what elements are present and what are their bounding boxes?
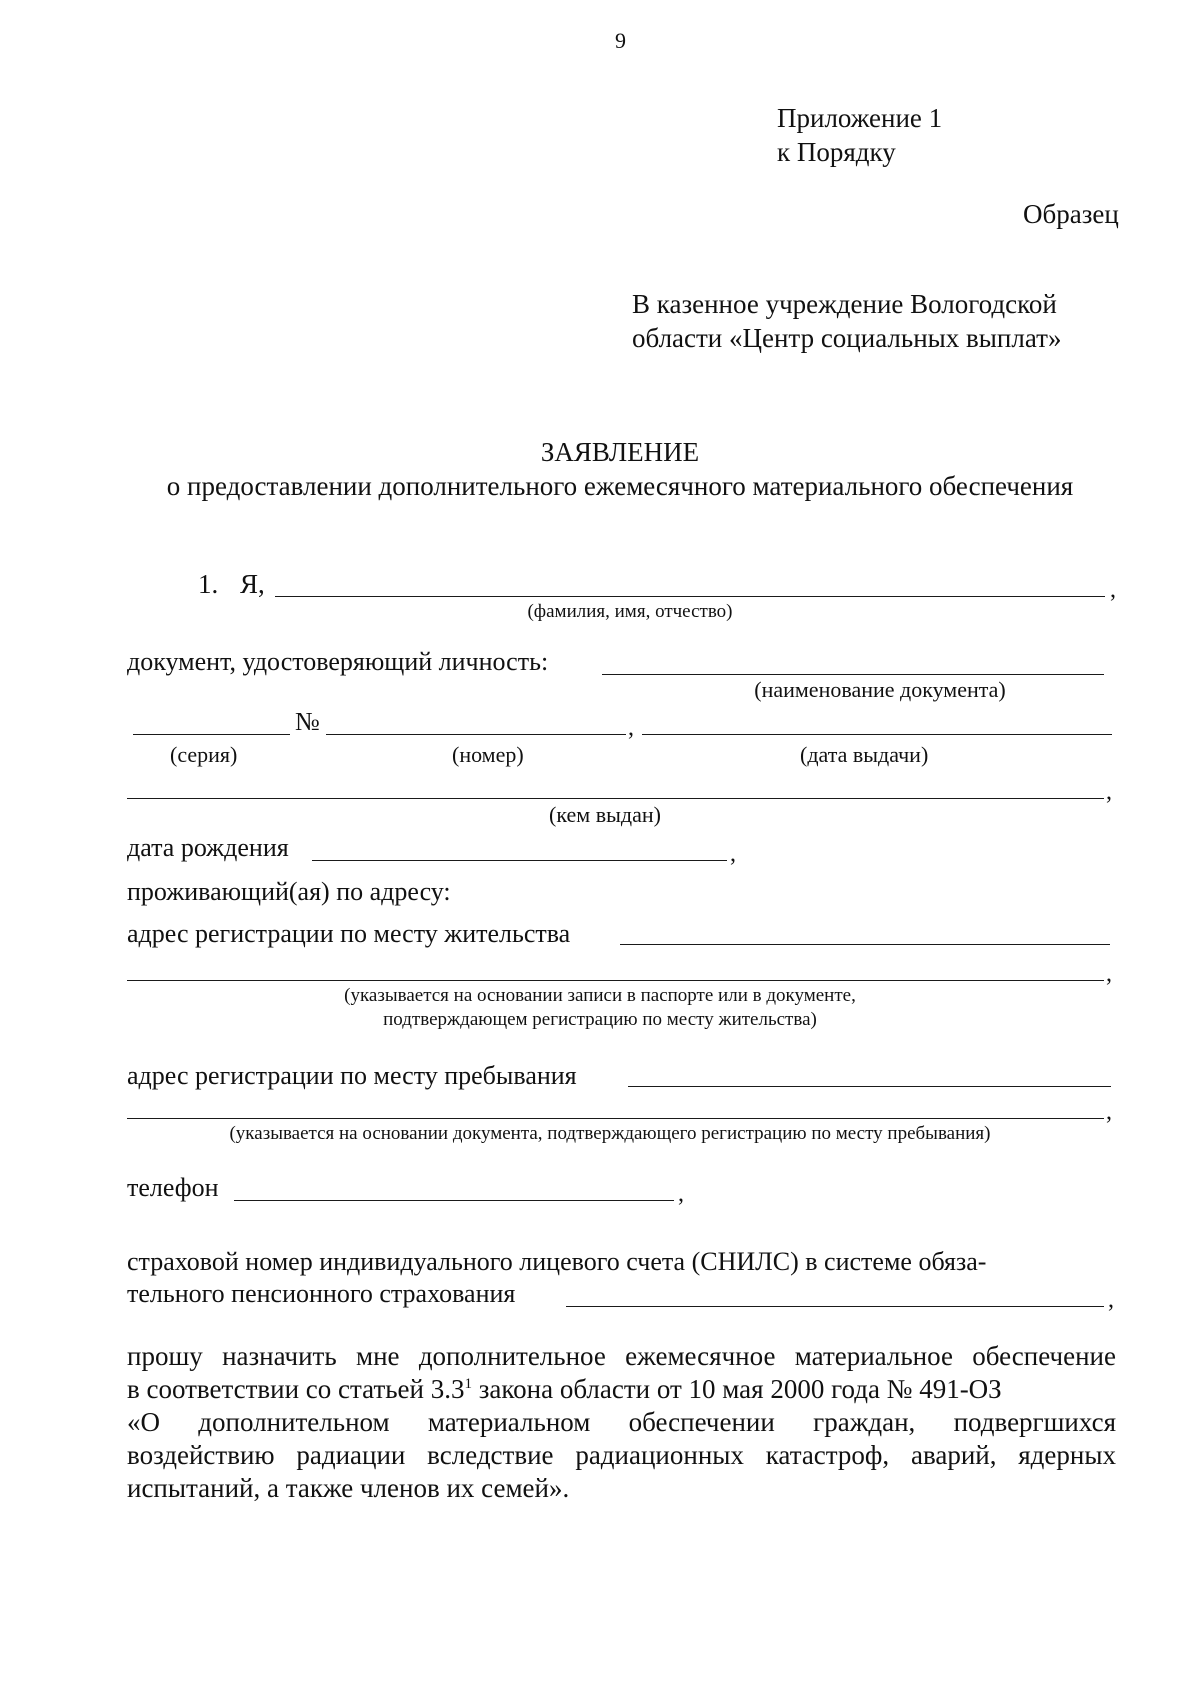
series-input-line[interactable] bbox=[133, 734, 290, 735]
comma-residence: , bbox=[1106, 961, 1112, 987]
appendix-line-1: Приложение 1 bbox=[777, 103, 943, 133]
comma-fio: , bbox=[1110, 577, 1116, 603]
comma-phone: , bbox=[678, 1181, 684, 1207]
residing-label: проживающий(ая) по адресу: bbox=[127, 877, 451, 906]
comma-stay: , bbox=[1106, 1099, 1112, 1125]
sample-label: Образец bbox=[1023, 199, 1119, 229]
item-number: 1. bbox=[198, 569, 219, 599]
request-line-4: воздействию радиации вследствие радиационных катастроф, аварий, ядерных bbox=[127, 1440, 1116, 1470]
series-hint: (серия) bbox=[170, 742, 238, 767]
residence-address-input-line-2[interactable] bbox=[127, 980, 1104, 981]
number-sign: № bbox=[295, 707, 320, 736]
recipient-line-1: В казенное учреждение Вологодской bbox=[632, 289, 1057, 319]
request-line-2-start: в соответствии со статьей 3.3 bbox=[127, 1374, 465, 1404]
comma-birth-date: , bbox=[730, 841, 736, 867]
residence-hint-1: (указывается на основании записи в паспорте или в документе, bbox=[344, 985, 856, 1006]
snils-input-line[interactable] bbox=[566, 1306, 1104, 1307]
document-title: ЗАЯВЛЕНИЕ bbox=[540, 437, 700, 467]
stay-address-input-line-1[interactable] bbox=[628, 1086, 1111, 1087]
phone-label: телефон bbox=[127, 1173, 219, 1202]
request-line-1: прошу назначить мне дополнительное ежемесячное материальное обеспечение bbox=[127, 1341, 1116, 1371]
recipient-line-2: области «Центр социальных выплат» bbox=[632, 323, 1062, 353]
request-line-2 bbox=[127, 1373, 1116, 1405]
snils-label-line-1: страховой номер индивидуального лицевого счета (СНИЛС) в системе обяза- bbox=[127, 1247, 987, 1276]
document-subtitle: о предоставлении дополнительного ежемесячного материального обеспечения bbox=[166, 471, 1074, 501]
i-label: Я, bbox=[240, 569, 265, 599]
residence-address-input-line-1[interactable] bbox=[620, 944, 1110, 945]
document-name-input-line[interactable] bbox=[602, 674, 1104, 675]
birth-date-input-line[interactable] bbox=[312, 860, 727, 861]
request-line-5: испытаний, а также членов их семей». bbox=[127, 1473, 570, 1503]
comma-snils: , bbox=[1108, 1287, 1114, 1313]
snils-label-line-2: тельного пенсионного страхования bbox=[127, 1279, 516, 1308]
article-superscript: 1 bbox=[464, 1376, 472, 1392]
document-name-hint: (наименование документа) bbox=[754, 677, 1006, 702]
phone-input-line[interactable] bbox=[234, 1200, 674, 1201]
number-input-line[interactable] bbox=[326, 734, 626, 735]
fio-input-line[interactable] bbox=[275, 596, 1105, 597]
id-document-label: документ, удостоверяющий личность: bbox=[127, 647, 549, 676]
comma-number: , bbox=[628, 715, 634, 741]
stay-hint: (указывается на основании документа, подтверждающего регистрацию по месту пребывания) bbox=[229, 1123, 991, 1144]
stay-address-input-line-2[interactable] bbox=[127, 1118, 1104, 1119]
request-line-2-end: закона области от 10 мая 2000 года № 491-ОЗ bbox=[472, 1374, 1002, 1404]
fio-hint: (фамилия, имя, отчество) bbox=[527, 601, 733, 622]
residence-address-label: адрес регистрации по месту жительства bbox=[127, 919, 571, 948]
issue-date-input-line[interactable] bbox=[642, 734, 1112, 735]
comma-issued-by: , bbox=[1106, 779, 1112, 805]
issued-by-input-line[interactable] bbox=[127, 798, 1104, 799]
number-hint: (номер) bbox=[452, 742, 524, 767]
birth-date-label: дата рождения bbox=[127, 833, 289, 862]
page-number: 9 bbox=[615, 28, 626, 53]
appendix-line-2: к Порядку bbox=[777, 137, 896, 167]
request-line-3: «О дополнительном материальном обеспечении граждан, подвергшихся bbox=[127, 1407, 1116, 1437]
issue-date-hint: (дата выдачи) bbox=[800, 742, 929, 767]
issued-by-hint: (кем выдан) bbox=[549, 802, 661, 827]
residence-hint-2: подтверждающем регистрацию по месту жительства) bbox=[383, 1009, 817, 1030]
stay-address-label: адрес регистрации по месту пребывания bbox=[127, 1061, 577, 1090]
